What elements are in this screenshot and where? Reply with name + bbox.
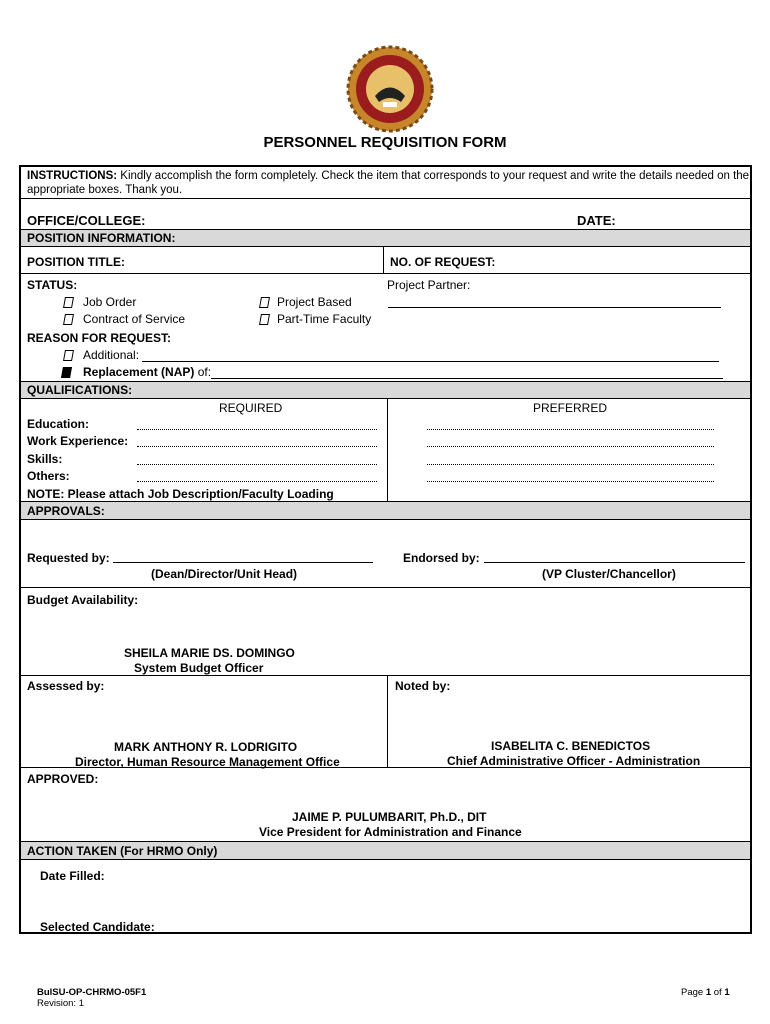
requested-by-role: (Dean/Director/Unit Head) bbox=[151, 567, 298, 581]
budget-officer-name: SHEILA MARIE DS. DOMINGO bbox=[124, 646, 295, 660]
instructions-label: INSTRUCTIONS: bbox=[27, 170, 118, 182]
part-time-faculty-label: Part-Time Faculty bbox=[277, 312, 372, 326]
instructions-line2: appropriate boxes. Thank you. bbox=[27, 184, 183, 196]
replacement-field[interactable] bbox=[211, 378, 723, 379]
university-seal-logo bbox=[345, 44, 435, 134]
divider bbox=[387, 399, 388, 502]
approved-label: APPROVED: bbox=[27, 772, 99, 786]
reason-label: REASON FOR REQUEST: bbox=[27, 331, 172, 345]
divider bbox=[21, 675, 750, 676]
additional-field[interactable] bbox=[142, 361, 719, 362]
replacement-of: of: bbox=[194, 365, 212, 379]
approvals-header: APPROVALS: bbox=[27, 504, 105, 518]
noted-by-name: ISABELITA C. BENEDICTOS bbox=[491, 739, 651, 753]
instructions-line1 bbox=[27, 170, 749, 182]
work-experience-required-field[interactable] bbox=[137, 446, 377, 447]
action-taken-header: ACTION TAKEN (For HRMO Only) bbox=[27, 844, 218, 858]
revision-text: Revision: 1 bbox=[37, 998, 84, 1009]
replacement-checkbox[interactable] bbox=[61, 367, 72, 378]
approved-by-name: JAIME P. PULUMBARIT, Ph.D., DIT bbox=[292, 810, 487, 824]
instructions-text: Kindly accomplish the form completely. Check the item that corresponds to your request and write the details needed on the bbox=[117, 170, 750, 182]
endorsed-by-field[interactable] bbox=[484, 562, 745, 563]
education-label: Education: bbox=[27, 417, 89, 431]
form-title: PERSONNEL REQUISITION FORM bbox=[263, 134, 507, 151]
assessed-by-label: Assessed by: bbox=[27, 679, 105, 693]
assessed-by-name: MARK ANTHONY R. LODRIGITO bbox=[114, 740, 298, 754]
page-indicator bbox=[681, 987, 730, 998]
noted-by-label: Noted by: bbox=[395, 679, 451, 693]
project-based-checkbox[interactable] bbox=[259, 297, 270, 308]
requested-by-label: Requested by: bbox=[27, 551, 110, 565]
education-required-field[interactable] bbox=[137, 429, 377, 430]
budget-officer-role: System Budget Officer bbox=[134, 661, 264, 675]
skills-label: Skills: bbox=[27, 452, 63, 466]
project-partner-label: Project Partner: bbox=[387, 278, 471, 292]
office-college-label: OFFICE/COLLEGE: bbox=[27, 213, 146, 228]
form-code: BulSU-OP-CHRMO-05F1 bbox=[37, 987, 147, 998]
project-based-label: Project Based bbox=[277, 295, 352, 309]
qualifications-header: QUALIFICATIONS: bbox=[27, 383, 133, 397]
selected-candidate-label: Selected Candidate: bbox=[40, 920, 155, 934]
page-number: 1 bbox=[705, 987, 712, 998]
position-info-header: POSITION INFORMATION: bbox=[27, 231, 176, 245]
part-time-faculty-checkbox[interactable] bbox=[259, 314, 270, 325]
page-total: 1 bbox=[724, 987, 730, 998]
page-prefix: Page bbox=[681, 987, 706, 998]
seal-year-plate bbox=[383, 102, 397, 107]
others-label: Others: bbox=[27, 469, 70, 483]
required-label: REQUIRED bbox=[219, 401, 283, 415]
status-label: STATUS: bbox=[27, 278, 78, 292]
page-of: of bbox=[711, 987, 725, 998]
date-filled-label: Date Filled: bbox=[40, 869, 105, 883]
contract-of-service-checkbox[interactable] bbox=[63, 314, 74, 325]
requisition-form bbox=[19, 165, 752, 934]
requested-by-field[interactable] bbox=[113, 562, 373, 563]
contract-of-service-label: Contract of Service bbox=[83, 312, 186, 326]
preferred-label: PREFERRED bbox=[533, 401, 608, 415]
replacement-text bbox=[83, 365, 211, 379]
divider bbox=[383, 247, 384, 273]
work-experience-label: Work Experience: bbox=[27, 434, 129, 448]
education-preferred-field[interactable] bbox=[427, 429, 714, 430]
divider bbox=[21, 198, 750, 199]
replacement-label: Replacement (NAP) bbox=[83, 365, 195, 379]
job-order-label: Job Order bbox=[83, 295, 137, 309]
divider bbox=[21, 273, 750, 274]
note-text: NOTE: Please attach Job Description/Faculty Loading bbox=[27, 487, 334, 501]
budget-availability-label: Budget Availability: bbox=[27, 593, 139, 607]
divider bbox=[21, 587, 750, 588]
assessed-by-role: Director, Human Resource Management Office bbox=[75, 755, 340, 769]
divider bbox=[21, 767, 750, 768]
divider bbox=[387, 675, 388, 767]
others-preferred-field[interactable] bbox=[427, 481, 714, 482]
work-experience-preferred-field[interactable] bbox=[427, 446, 714, 447]
endorsed-by-label: Endorsed by: bbox=[403, 551, 480, 565]
skills-required-field[interactable] bbox=[137, 464, 377, 465]
additional-checkbox[interactable] bbox=[63, 350, 74, 361]
approvals-band bbox=[21, 501, 750, 520]
noted-by-role: Chief Administrative Officer - Administration bbox=[447, 754, 701, 768]
job-order-checkbox[interactable] bbox=[63, 297, 74, 308]
no-of-request-label: NO. OF REQUEST: bbox=[390, 255, 496, 269]
date-label: DATE: bbox=[577, 213, 616, 228]
others-required-field[interactable] bbox=[137, 481, 377, 482]
project-partner-field[interactable] bbox=[388, 307, 721, 308]
position-title-label: POSITION TITLE: bbox=[27, 255, 125, 269]
endorsed-by-role: (VP Cluster/Chancellor) bbox=[542, 567, 676, 581]
additional-label: Additional: bbox=[83, 348, 140, 362]
skills-preferred-field[interactable] bbox=[427, 464, 714, 465]
approved-by-role: Vice President for Administration and Finance bbox=[259, 825, 522, 839]
